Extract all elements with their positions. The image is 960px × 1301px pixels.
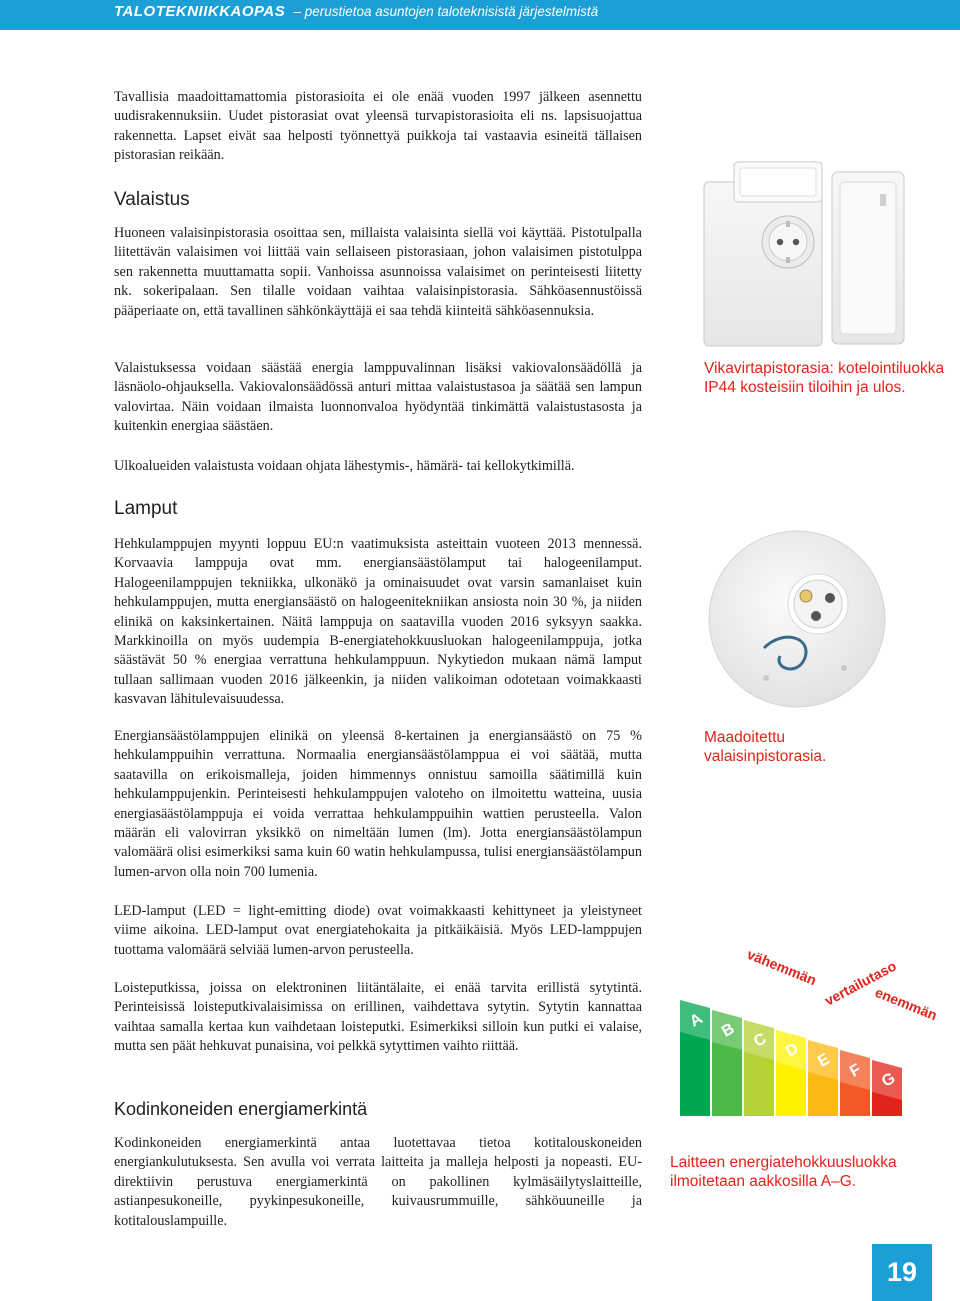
lamput-paragraph-2: Energiansäästölamppujen elinikä on yleensä 8-kertainen ja energiansäästö on 75 % hehkulamppuihin verrattuna. Normaalia energiansäästölamppua ei voi säätää, mutta saatavilla on erikoismalleja, joiden himmennys onnistuu samoilla säätimillä kuin hehkulamppujenkin. Perinteisesti hehkulamppujen valoteho on ilmoitettu watteina, uusia energiasäästölamppuja ei voida verrattaa hehkulamppuihin wattien perusteella. Valon määrän eli valovirran yksikkö on nimeltään lumen (lm). Jotta energiansäästölampun valomäärä olisi esimerkiksi sama kuin 60 watin hehkulampussa, tulisi energiansäästölampun lumen-arvon olla noin 700 lumenia. xyxy=(114,728,642,880)
header-tagline: – perustietoa asuntojen taloteknisistä järjestelmistä xyxy=(293,4,599,19)
energy-class-label-c: C xyxy=(751,1030,770,1051)
intro-paragraph: Tavallisia maadoittamattomia pistorasioita ei ole enää vuoden 1997 jälkeen asennettu uudisrakennuksiin. Uudet pistorasiat ovat yleensä turvapistorasioita eli ns. lapsisuojattua rakennetta. Lapset eivät saa helposti työnnettyä puikkoja tai vastaavia esineitä tällaisen pistorasian reikään. xyxy=(114,89,642,164)
valaistus-p3-block xyxy=(114,457,642,476)
heading-valaistus: Valaistus xyxy=(114,189,190,210)
lamput-p2-block xyxy=(114,727,642,882)
caption-lighting-socket: Maadoitettu valaisinpistorasia. xyxy=(704,729,827,765)
header-title xyxy=(114,3,598,20)
caption-energy-label: Laitteen energiatehokkuusluokka ilmoitetaan aakkosilla A–G. xyxy=(670,1154,897,1190)
energy-label-more: enemmän xyxy=(872,983,940,1024)
kodinkoneet-p1-block xyxy=(114,1134,642,1231)
heading-kodinkoneet: Kodinkoneiden energiamerkintä xyxy=(114,1099,368,1119)
kodinkoneet-paragraph-1: Kodinkoneiden energiamerkintä antaa luotettavaa tietoa kotitalouskoneiden energiankulutuksesta. Sen avulla voi verrata laitteita ja malleja helposti ja nopeasti. EU-direktiivin perustuva energiamerkintä on pakollinen kylmäsäilytyslaitteille, astianpesukoneille, pyykinpesukoneille, kuivausrummuille, sähköuuneille ja kotitalouslampuille. xyxy=(114,1135,642,1229)
lamput-paragraph-4: Loisteputkissa, joissa on elektroninen liitäntälaite, ei enää tarvita erillistä sytytintä. Perinteisissä loisteputkivalaisimissa on erillinen, vaihdettava sytytin. Sytytin kannattaa vaihtaa samalla kertaa kun vaihdetaan loisteputki. Esimerkiksi silloin kun putki ei valaise, mutta sen päät hehkuvat punaisina, voi pelkkä sytyttimen vaihto riittää. xyxy=(114,980,642,1055)
energy-label-less: vähemmän xyxy=(744,945,819,989)
intro-block xyxy=(114,88,642,166)
ip44-socket-image xyxy=(700,158,910,350)
lamput-p4-block xyxy=(114,979,642,1057)
valaistus-paragraph-3: Ulkoalueiden valaistusta voidaan ohjata lähestymis-, hämärä- tai kellokytkimillä. xyxy=(114,458,575,474)
energy-class-label-g: G xyxy=(879,1069,899,1091)
lamput-paragraph-3: LED-lamput (LED = light-emitting diode) ovat voimakkaasti kehittyneet ja yleistyneet viime aikoina. LED-lamput ovat energiatehokaita ja pitkäikäisiä. Myös LED-lamppujen tuottama valomäärä selviää lumen-arvon perusteella. xyxy=(114,903,642,958)
valaistus-paragraph-2: Valaistuksessa voidaan säästää energia lamppuvalinnan lisäksi vakiovalonsäädöllä ja läsnäolo-ohjauksella. Vakiovalonsäädössä anturi mittaa valaistustasoa ja säätää sen lampun valovirtaa. Näin voidaan ilmaista luonnonvaloa hyödyntää tinkimättä valaistustasosta ja kuitenkin energiaa säästäen. xyxy=(114,360,642,435)
energy-class-label-f: F xyxy=(847,1061,865,1081)
energy-label-power: vertailutaso xyxy=(821,957,899,1009)
energy-class-label-b: B xyxy=(719,1020,738,1041)
header-bar xyxy=(0,0,960,30)
energy-class-graphic xyxy=(668,940,948,1125)
heading-lamput: Lamput xyxy=(114,498,178,519)
energy-class-label-a: A xyxy=(687,1010,706,1031)
valaistus-p1-block xyxy=(114,224,642,321)
energy-class-label-e: E xyxy=(815,1050,833,1071)
energy-class-label-d: D xyxy=(783,1040,802,1061)
valaistus-p2-block xyxy=(114,359,642,437)
lighting-socket-image xyxy=(704,528,890,710)
page-number: 19 xyxy=(872,1244,932,1301)
lamput-p3-block xyxy=(114,902,642,960)
caption-ip44: Vikavirtapistorasia: kotelointiluokka IP44 kosteisiin tiloihin ja ulos. xyxy=(704,360,945,396)
valaistus-paragraph-1: Huoneen valaisinpistorasia osoittaa sen, millaista valaisinta siellä voi käyttää. Pistotulpalla liitettävän valaisimen voi liittää vain sellaiseen pistorasiaan, johon valaisimen pistotulppa sen rakennetta muuttamatta sopii. Vanhoissa asunnoissa valaisimet on perinteisesti liitetty nk. sokeripalaan. Sen tilalle voidaan vaihtaa valaisinpistorasia. Sähköasennustöissä pääperiaate on, että tavallinen sähkönkäyttäjä ei saa tehdä kiinteitä sähköasennuksia. xyxy=(114,225,642,319)
lamput-p1-block xyxy=(114,535,642,710)
lamput-paragraph-1: Hehkulamppujen myynti loppuu EU:n vaatimuksista asteittain vuoteen 2013 mennessä. Korvaavia lamppuja ovat mm. energiansäästölamput tai halogeenilamput. Halogeenilamppujen tekniikka, ulkonäkö ja ominaisuudet ovat varsin samanlaiset kuin hehkulamppujen, mutta energiansäästö on halogeenitekniikan ansiosta noin 30 %, ja niiden elinikä on kaksinkertainen. Näitä lamppuja on saatavilla vuoden 2016 syksyyn saakka. Markkinoilla on myös uudempia B-energiatehokkuusluokan halogeenilamppuja, jotka säästävät 50 % energiaa verrattuna hehkulamppuun. Nykytiedon mukaan nämä lamput tullaan sallimaan vuoden 2016 jälkeenkin, ja niiden valikoiman odotetaan voimakkaasti kasvavan lähitulevaisuudessa. xyxy=(114,536,642,708)
header-brand: TALOTEKNIIKKAOPAS xyxy=(114,3,286,20)
